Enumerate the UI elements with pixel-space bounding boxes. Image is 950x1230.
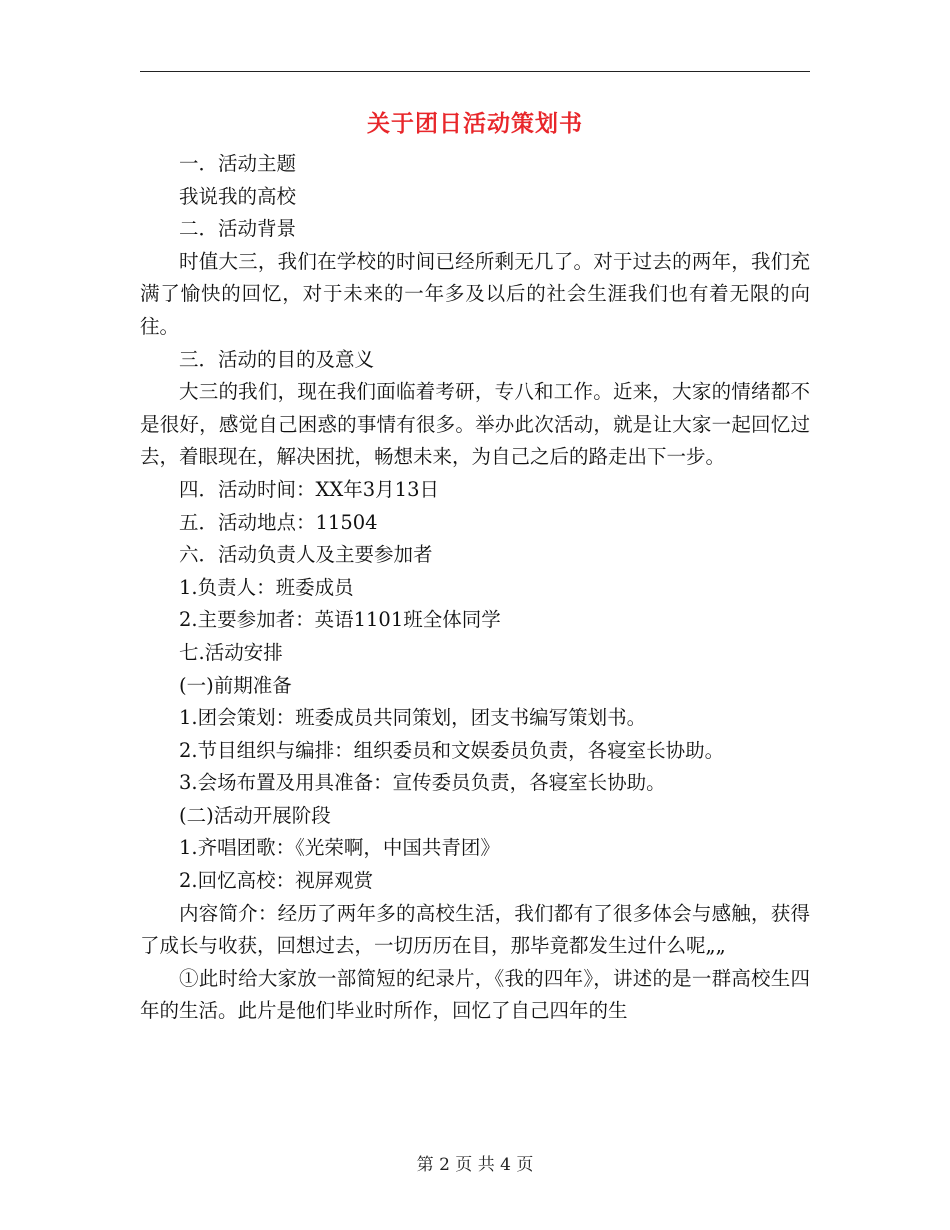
document-title: 关于团日活动策划书 — [367, 110, 583, 137]
paragraph: 内容简介：经历了两年多的高校生活，我们都有了很多体会与感触，获得了成长与收获，回想过去，一切历历在目，那毕竟都发生过什么呢„„ — [140, 901, 810, 958]
paragraph: 大三的我们，现在我们面临着考研，专八和工作。近来，大家的情绪都不是很好，感觉自己困惑的事情有很多。举办此次活动，就是让大家一起回忆过去，着眼现在，解决困扰，畅想未来，为自己之后的路走出下一步。 — [140, 380, 810, 469]
section-heading: 三．活动的目的及意义 — [179, 347, 375, 371]
section-heading: 七.活动安排 — [179, 640, 283, 664]
paragraph: 时值大三，我们在学校的时间已经所剩无几了。对于过去的两年，我们充满了愉快的回忆，对于未来的一年多及以后的社会生涯我们也有着无限的向往。 — [140, 249, 810, 338]
section-heading: 二．活动背景 — [179, 217, 297, 241]
header-rule — [140, 71, 810, 72]
section-heading: 四．活动时间：XX年3月13日 — [179, 477, 439, 501]
subsection-heading: (二)活动开展阶段 — [179, 803, 331, 827]
list-item: 1.负责人：班委成员 — [179, 575, 354, 599]
list-item: 1.齐唱团歌：《光荣啊，中国共青团》 — [179, 836, 500, 860]
document-body — [140, 148, 810, 1028]
section-heading: 六．活动负责人及主要参加者 — [179, 543, 433, 567]
list-item: 1.团会策划：班委成员共同策划，团支书编写策划书。 — [179, 706, 647, 730]
section-heading: 五．活动地点：11504 — [179, 510, 378, 534]
subsection-heading: (一)前期准备 — [179, 673, 292, 697]
list-item: 3.会场布置及用具准备：宣传委员负责，各寝室长协助。 — [179, 771, 666, 795]
section-heading: 一．活动主题 — [179, 152, 297, 175]
paragraph: ①此时给大家放一部简短的纪录片，《我的四年》，讲述的是一群高校生四年的生活。此片是他们毕业时所作，回忆了自己四年的生 — [140, 966, 810, 1023]
list-item: 2.主要参加者：英语1101班全体同学 — [179, 608, 501, 632]
paragraph: 我说我的高校 — [179, 184, 297, 208]
list-item: 2.节目组织与编排：组织委员和文娱委员负责，各寝室长协助。 — [179, 738, 725, 762]
list-item: 2.回忆高校：视屏观赏 — [179, 869, 374, 893]
page-number-footer: 第 2 页 共 4 页 — [416, 1155, 534, 1175]
